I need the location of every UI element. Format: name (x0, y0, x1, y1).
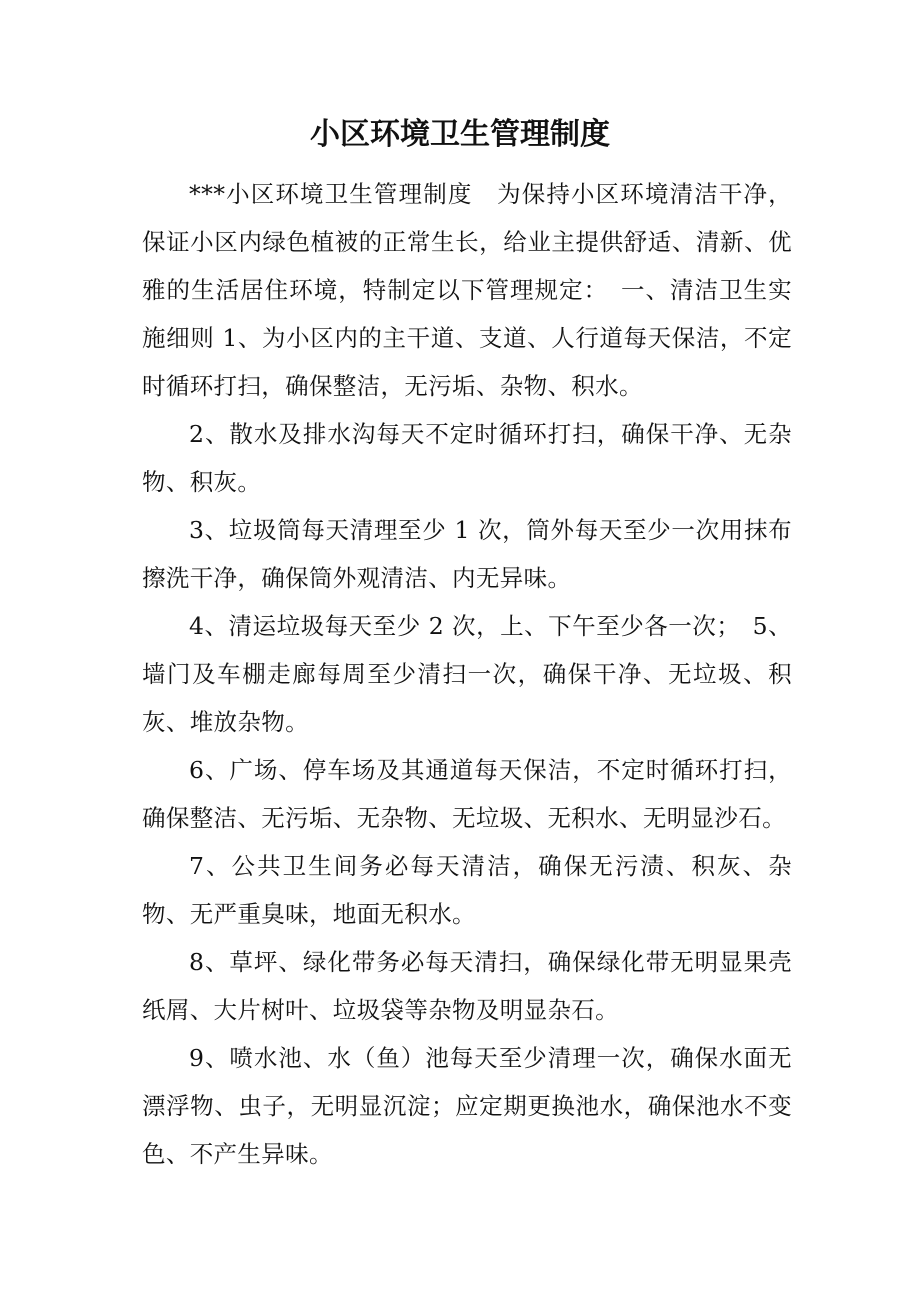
paragraph-item-9: 9、喷水池、水（鱼）池每天至少清理一次，确保水面无漂浮物、虫子，无明显沉淀；应定期更换池水，确保池水不变色、不产生异味。 (142, 1044, 792, 1168)
paragraph-item-8: 8、草坪、绿化带务必每天清扫，确保绿化带无明显果壳纸屑、大片树叶、垃圾袋等杂物及明显杂石。 (142, 948, 792, 1024)
paragraph-intro: ***小区环境卫生管理制度 为保持小区环境清洁干净，保证小区内绿色植被的正常生长，给业主提供舒适、清新、优雅的生活居住环境，特制定以下管理规定： 一、清洁卫生实施细则 1、为小区内的主干道、支道、人行道每天保洁，不定时循环打扫，确保整洁，无污垢、杂物、积水。 (142, 180, 792, 400)
paragraph-item-3: 3、垃圾筒每天清理至少 1 次，筒外每天至少一次用抹布擦洗干净，确保筒外观清洁、内无异味。 (142, 516, 792, 592)
paragraph-item-4-5: 4、清运垃圾每天至少 2 次，上、下午至少各一次； 5、墙门及车棚走廊每周至少清扫一次，确保干净、无垃圾、积灰、堆放杂物。 (142, 612, 792, 736)
document-body (142, 170, 792, 1178)
paragraph-item-2: 2、散水及排水沟每天不定时循环打扫，确保干净、无杂物、积灰。 (142, 420, 792, 496)
paragraph-item-6: 6、广场、停车场及其通道每天保洁，不定时循环打扫，确保整洁、无污垢、无杂物、无垃圾、无积水、无明显沙石。 (142, 756, 792, 832)
document-title: 小区环境卫生管理制度 (310, 117, 610, 152)
paragraph-item-7: 7、公共卫生间务必每天清洁，确保无污渍、积灰、杂物、无严重臭味，地面无积水。 (142, 852, 792, 928)
